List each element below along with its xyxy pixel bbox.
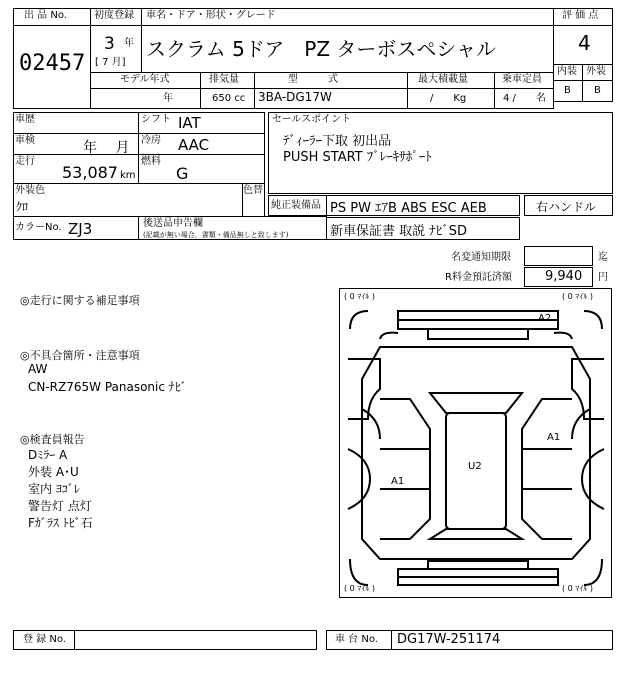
color-no-value: ZJ3 (68, 220, 93, 238)
model-year-cell (90, 88, 201, 109)
capacity-label: 乗車定員 (502, 74, 542, 85)
max-load-value: / Kg (430, 93, 467, 104)
defect-line-2: CN-RZ765W Panasonic ﾅﾋﾞ (28, 380, 187, 394)
model-year-label: モデル年式 (120, 74, 170, 85)
grade-value: 4 (578, 31, 591, 55)
ac-value: AAC (178, 136, 210, 154)
defect-notes-title: ◎不具合箇所・注意事項 (20, 349, 140, 362)
equipment-value: PS PW ｴｱB ABS ESC AEB (330, 201, 487, 216)
displacement-label: 排気量 (209, 74, 239, 85)
year-unit: 年 (124, 38, 134, 49)
inspector-line-3: 室内 ﾖｺﾞﾚ (28, 482, 80, 496)
aftermarket-note: (記載が無い場合，書類・備品無しと致します) (143, 231, 289, 239)
name-label: 車名・ドア・形状・グレード (146, 10, 276, 21)
first-reg-label: 初度登録 (94, 10, 134, 21)
type-label: 型 式 (288, 74, 338, 85)
inspection-value: 年 月 (83, 140, 130, 156)
aftermarket-label: 後送品申告欄 (143, 218, 203, 229)
recycle-unit: 円 (598, 272, 608, 283)
max-load-label: 最大積載量 (418, 74, 468, 85)
name-change-unit: 迄 (598, 252, 608, 263)
lot-no: 02457 (19, 51, 86, 76)
recolor-label: 色替 (243, 185, 263, 196)
reg-no-label: 登 録 No. (23, 634, 66, 645)
name-change-field (524, 246, 593, 266)
inspector-line-1: Dﾐﾗｰ A (28, 448, 68, 462)
reg-no-cell (74, 630, 317, 650)
color-value: ｸﾛ (16, 200, 29, 214)
sales-line-1: ﾃﾞｨｰﾗｰ下取 初出品 (283, 134, 392, 149)
sales-label: セールスポイント (272, 114, 352, 125)
first-reg-year: 3 (104, 34, 115, 54)
exterior-grade: B (594, 85, 601, 96)
first-reg-month: [ 7 月] (95, 57, 126, 68)
name-change-label: 名変通知期限 (451, 252, 511, 263)
shift-label: シフト (141, 114, 171, 125)
corner-label-bottom-right: ( 0 ﾏｲﾙ ) (562, 584, 593, 593)
equipment-label: 純正装備品 (271, 200, 321, 211)
damage-mark-a1-right: A1 (547, 432, 561, 443)
corner-label-top-left: ( 0 ﾏｲﾙ ) (344, 292, 375, 301)
chassis-label: 車 台 No. (335, 634, 378, 645)
color-cell (13, 183, 243, 217)
car-body-outline (340, 289, 611, 597)
displacement-value: 650 cc (212, 93, 246, 104)
defect-line-1: AW (28, 362, 48, 376)
mileage-label: 走行 (15, 156, 35, 167)
type-value: 3BA-DG17W (258, 90, 332, 104)
interior-label: 内装 (557, 66, 577, 77)
corner-label-bottom-left: ( 0 ﾏｲﾙ ) (344, 584, 375, 593)
warranty-value: 新車保証書 取説 ﾅﾋﾞSD (330, 224, 468, 239)
color-no-label: カラーNo. (15, 222, 62, 233)
inspector-line-4: 警告灯 点灯 (28, 499, 92, 513)
fuel-label: 燃料 (141, 156, 161, 167)
recycle-value: 9,940 (545, 269, 583, 284)
model-year-unit: 年 (163, 93, 173, 104)
mileage-unit: km (120, 170, 136, 181)
handle-value: 右ハンドル (536, 200, 597, 214)
car-diagram (339, 288, 612, 598)
ac-label: 冷房 (141, 135, 161, 146)
interior-grade: B (564, 85, 571, 96)
driving-notes-title: ◎走行に関する補足事項 (20, 294, 140, 307)
recycle-label: R料金預託済額 (445, 272, 512, 283)
inspector-line-2: 外装 A･U (28, 465, 79, 479)
sales-line-2: PUSH START ﾌﾞﾚｰｷｻﾎﾟｰﾄ (283, 150, 432, 165)
exterior-label: 外装 (586, 66, 606, 77)
shift-value: IAT (178, 114, 201, 132)
inspector-notes-title: ◎検査員報告 (20, 433, 85, 446)
capacity-value: 4 / 名 (503, 93, 546, 104)
fuel-value: G (176, 164, 189, 183)
lot-no-label: 出 品 No. (24, 10, 67, 21)
inspection-label: 車検 (15, 135, 35, 146)
damage-mark-a2: A2 (538, 313, 552, 324)
grade-label: 評 価 点 (562, 10, 599, 21)
damage-mark-u2: U2 (468, 461, 482, 472)
damage-mark-a1-left: A1 (391, 476, 405, 487)
color-label: 外装色 (15, 185, 45, 196)
mileage-value: 53,087 (62, 163, 118, 182)
car-name: スクラム 5ドア PZ ターボスペシャル (146, 37, 497, 61)
history-label: 車歴 (15, 114, 35, 125)
chassis-value: DG17W-251174 (397, 632, 501, 647)
corner-label-top-right: ( 0 ﾏｲﾙ ) (562, 292, 593, 301)
inspector-line-5: Fｶﾞﾗｽ ﾄﾋﾞ石 (28, 516, 93, 530)
